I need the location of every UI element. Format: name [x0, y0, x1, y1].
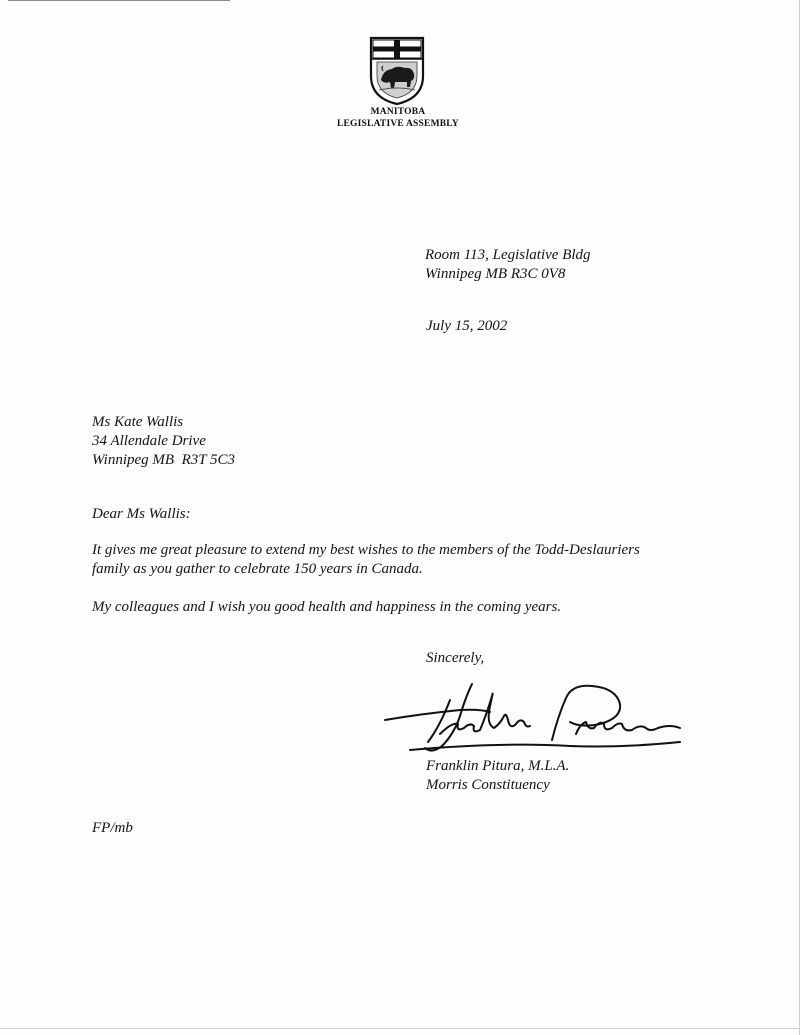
recipient-city: Winnipeg MB R3T 5C3 — [92, 452, 236, 468]
recipient-name: Ms Kate Wallis — [92, 414, 184, 430]
manitoba-crest-icon — [367, 36, 427, 106]
signatory-constituency: Morris Constituency — [426, 777, 550, 793]
reference-initials: FP/mb — [92, 820, 133, 836]
sender-address-line1: Room 113, Legislative Bldg — [425, 247, 591, 263]
body-paragraph-1-line1: It gives me great pleasure to extend my best wishes to the members of the Todd-Deslauriers — [92, 542, 640, 558]
closing: Sincerely, — [426, 650, 485, 666]
salutation: Dear Ms Wallis: — [92, 506, 191, 522]
scan-bottom-edge — [0, 1028, 800, 1029]
recipient-street: 34 Allendale Drive — [92, 433, 206, 449]
scan-top-edge — [8, 0, 230, 1]
sender-address — [425, 246, 591, 284]
letterhead-line1: MANITOBA — [370, 107, 426, 117]
letterhead-line2: LEGISLATIVE ASSEMBLY — [336, 119, 459, 129]
recipient-address — [92, 413, 235, 470]
body-paragraph-2: My colleagues and I wish you good health and happiness in the coming years. — [92, 599, 562, 615]
sender-address-line2: Winnipeg MB R3C 0V8 — [425, 266, 566, 282]
body-paragraph-1-line2: family as you gather to celebrate 150 years in Canada. — [92, 561, 423, 577]
signatory-block — [426, 757, 569, 795]
letter-date: July 15, 2002 — [426, 318, 508, 334]
handwritten-signature-icon — [380, 676, 695, 766]
signatory-name: Franklin Pitura, M.L.A. — [426, 758, 570, 774]
letterhead — [300, 106, 496, 130]
body-paragraph-1 — [92, 541, 732, 579]
